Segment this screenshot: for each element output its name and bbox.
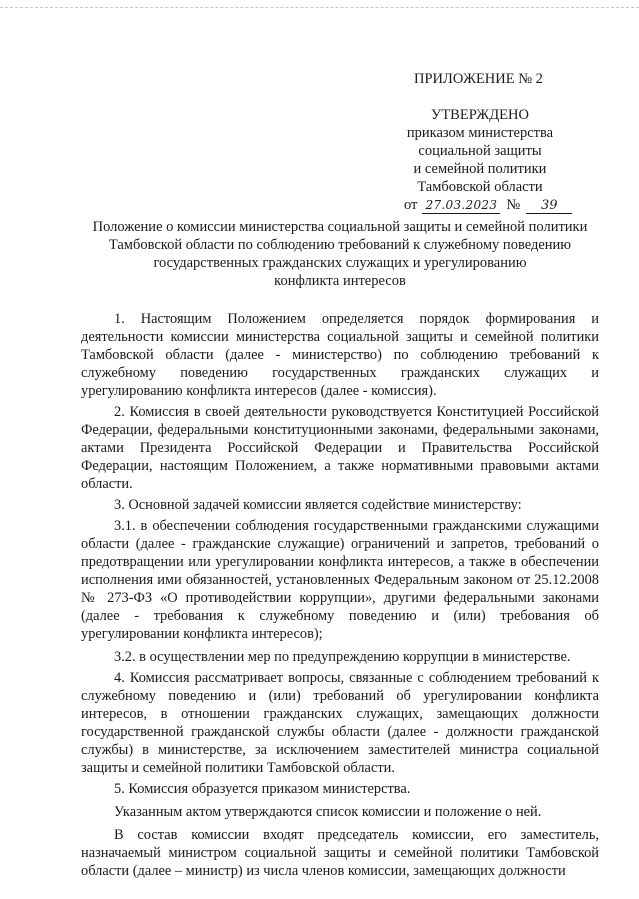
order-date-number: [404, 196, 560, 214]
order-line: Тамбовской области: [417, 179, 543, 195]
order-line: приказом министерства: [406, 125, 554, 141]
title-line: конфликта интересов: [274, 273, 406, 289]
paragraph-5: 5. Комиссия образуется приказом министерства.: [114, 781, 411, 797]
paragraph-3-1: 3.1. в обеспечении соблюдения государственными гражданскими служащими области (далее - гражданские служащие) ограничений и запретов, требований о предотвращении или урегулировании конфликта интересов, а также в обеспечении исполнения ими обязанностей, установленных Федеральным законом от 25.12.2008 № 273-ФЗ «О противодействии коррупции», другими федеральными законами (далее - требования к служебному поведению и (или) требования об урегулировании конфликта интересов);: [81, 518, 599, 642]
title-line: Положение о комиссии министерства социальной защиты и семейной политики: [92, 219, 588, 235]
paragraph-1: 1. Настоящим Положением определяется порядок формирования и деятельности комиссии министерства социальной защиты и семейной политики Тамбовской области (далее - министерство) по соблюдению требований к служебному поведению государственных гражданских служащих и урегулированию конфликта интересов (далее - комиссия).: [81, 311, 599, 399]
order-line: социальной защиты: [418, 143, 542, 159]
paragraph-3-2: 3.2. в осуществлении мер по предупреждению коррупции в министерстве.: [114, 649, 571, 665]
document-body: [81, 310, 599, 880]
paragraph-4: 4. Комиссия рассматривает вопросы, связанные с соблюдением требований к служебному поведению и (или) требований об урегулировании конфликта интересов, в отношении гражданских служащих, замещающих должности государственной гражданской службы области (далее - должности гражданской службы) в министерстве, за исключением заместителей министра социальной защиты и семейной политики Тамбовской области.: [81, 670, 599, 776]
number-sign: №: [506, 197, 521, 213]
annex-label: ПРИЛОЖЕНИЕ № 2: [414, 71, 543, 87]
scan-top-edge: [0, 7, 639, 8]
paragraph-5-act: Указанным актом утверждаются список комиссии и положение о ней.: [114, 804, 542, 820]
paragraph-3: 3. Основной задачей комиссии является содействие министерству:: [114, 497, 522, 513]
handwritten-date: 27.03.2023: [422, 198, 500, 214]
order-line: и семейной политики: [413, 161, 547, 177]
document-title: [60, 218, 620, 290]
title-line: Тамбовской области по соблюдению требований к служебному поведению: [108, 237, 572, 253]
title-line: государственных гражданских служащих и урегулированию: [153, 255, 527, 271]
approval-block: [400, 106, 560, 214]
paragraph-2: 2. Комиссия в своей деятельности руководствуется Конституцией Российской Федерации, федеральными конституционными законами, федеральными законами, актами Президента Российской Федерации и Правительства Российской Федерации, настоящим Положением, а также нормативными правовыми актами области.: [81, 404, 599, 492]
handwritten-number: 39: [526, 198, 572, 214]
paragraph-5-composition: В состав комиссии входят председатель комиссии, его заместитель, назначаемый министром социальной защиты и семейной политики Тамбовской области (далее – министр) из числа членов комиссии, замещающих должности: [81, 827, 599, 879]
date-prefix: от: [404, 197, 418, 213]
approved-label: УТВЕРЖДЕНО: [431, 107, 529, 123]
